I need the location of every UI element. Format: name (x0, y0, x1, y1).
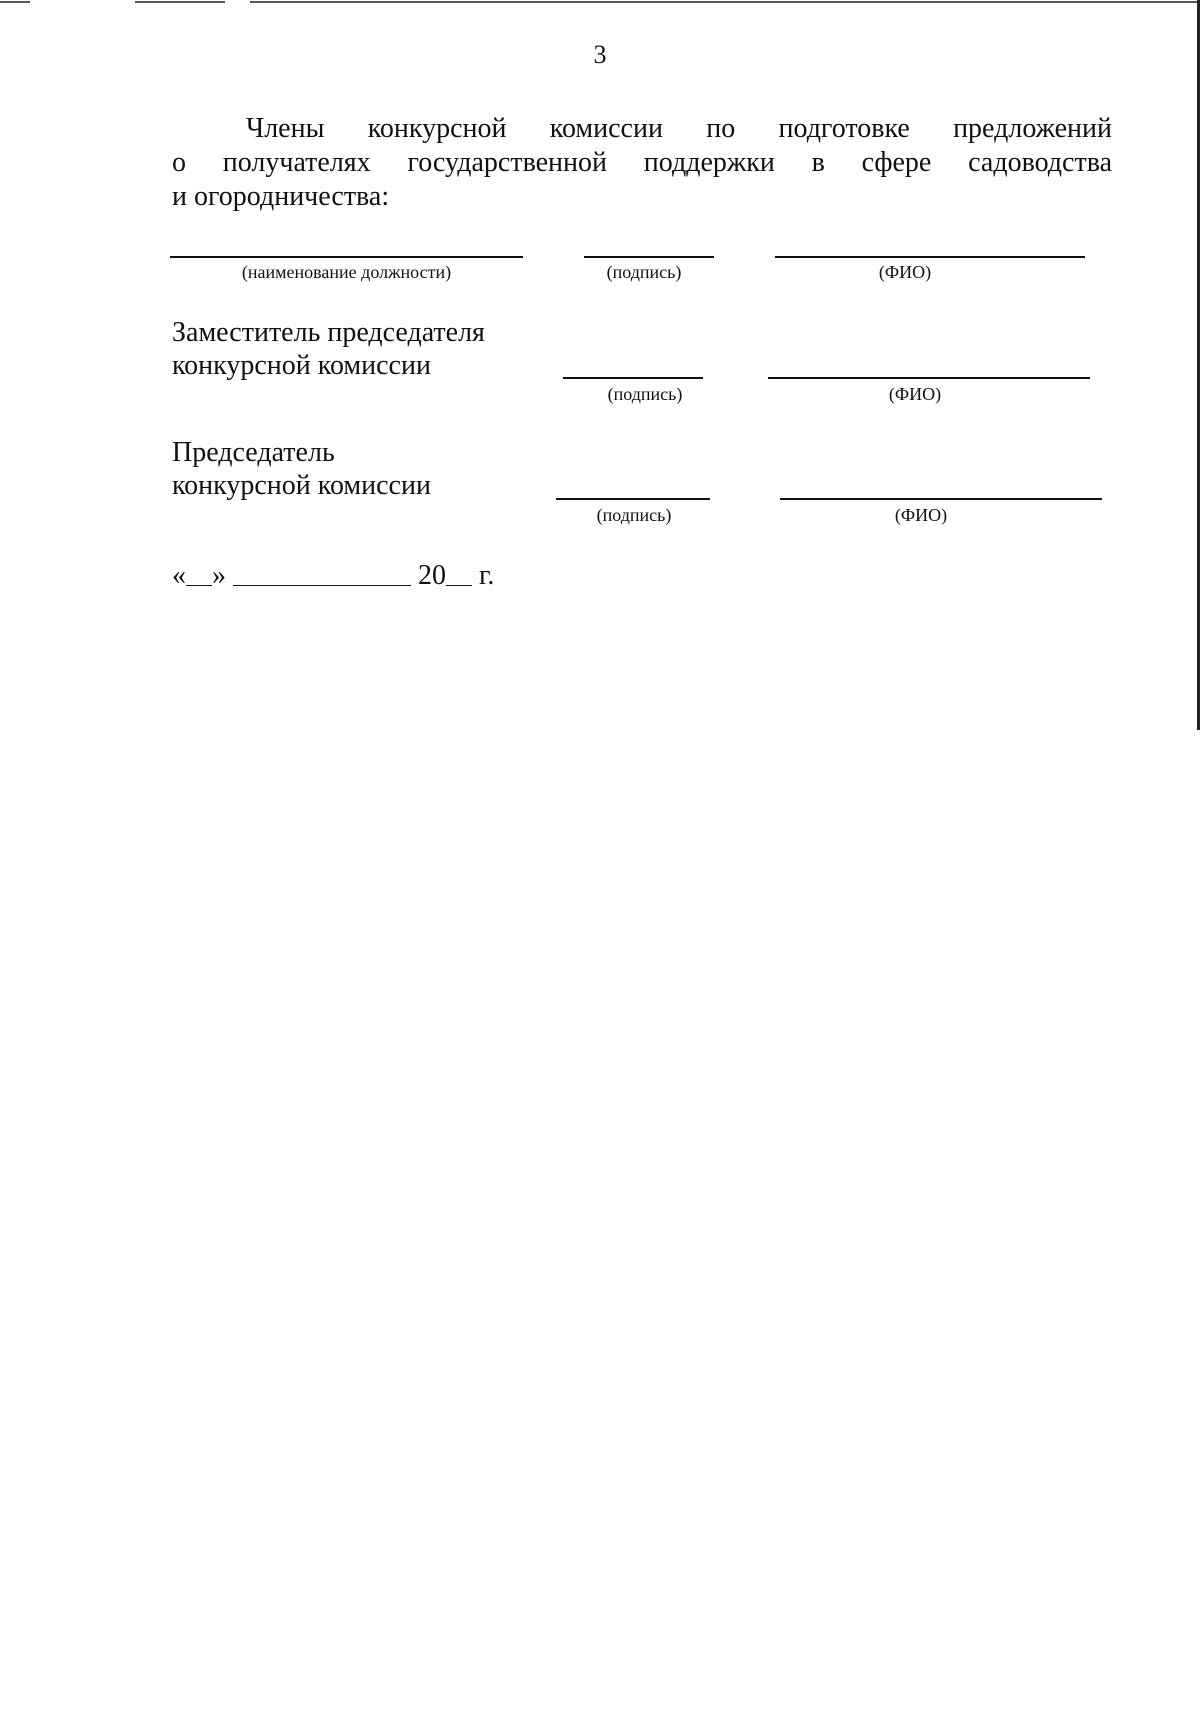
date-close-quote: » (212, 560, 226, 591)
date-line (172, 560, 494, 592)
members-paragraph (172, 112, 1112, 214)
year-blank[interactable] (446, 561, 472, 586)
chair-line-2: конкурсной комиссии (172, 470, 431, 501)
members-signature-caption: (подпись) (606, 262, 682, 282)
chair-line-1: Председатель (172, 437, 335, 468)
chair-fio-line[interactable] (780, 498, 1102, 500)
deputy-chair-title (172, 316, 485, 382)
members-line-2: о получателях государственной поддержки в сфере садоводства (172, 147, 1112, 178)
members-fio-caption: (ФИО) (878, 262, 932, 282)
deputy-chair-line-2: конкурсной комиссии (172, 350, 431, 381)
deputy-fio-caption: (ФИО) (888, 384, 942, 404)
deputy-signature-line[interactable] (563, 377, 703, 379)
members-line-3: и огородничества: (172, 181, 390, 212)
year-suffix: г. (479, 560, 495, 591)
scan-edge-top (0, 0, 1200, 3)
day-blank[interactable] (186, 561, 212, 586)
deputy-fio-line[interactable] (768, 377, 1090, 379)
members-line-1: Члены конкурсной комиссии по подготовке предложений (246, 113, 1112, 144)
month-blank[interactable] (233, 561, 411, 586)
chair-title (172, 436, 431, 502)
members-signature-line[interactable] (584, 256, 714, 258)
page-number: 3 (593, 40, 607, 69)
position-caption: (наименование должности) (241, 262, 452, 282)
position-line[interactable] (170, 256, 523, 258)
date-open-quote: « (172, 560, 186, 591)
year-prefix: 20 (418, 560, 446, 591)
chair-signature-caption: (подпись) (596, 505, 672, 525)
chair-fio-caption: (ФИО) (894, 505, 948, 525)
deputy-signature-caption: (подпись) (607, 384, 683, 404)
members-fio-line[interactable] (775, 256, 1085, 258)
chair-signature-line[interactable] (556, 498, 710, 500)
deputy-chair-line-1: Заместитель председателя (172, 317, 485, 348)
